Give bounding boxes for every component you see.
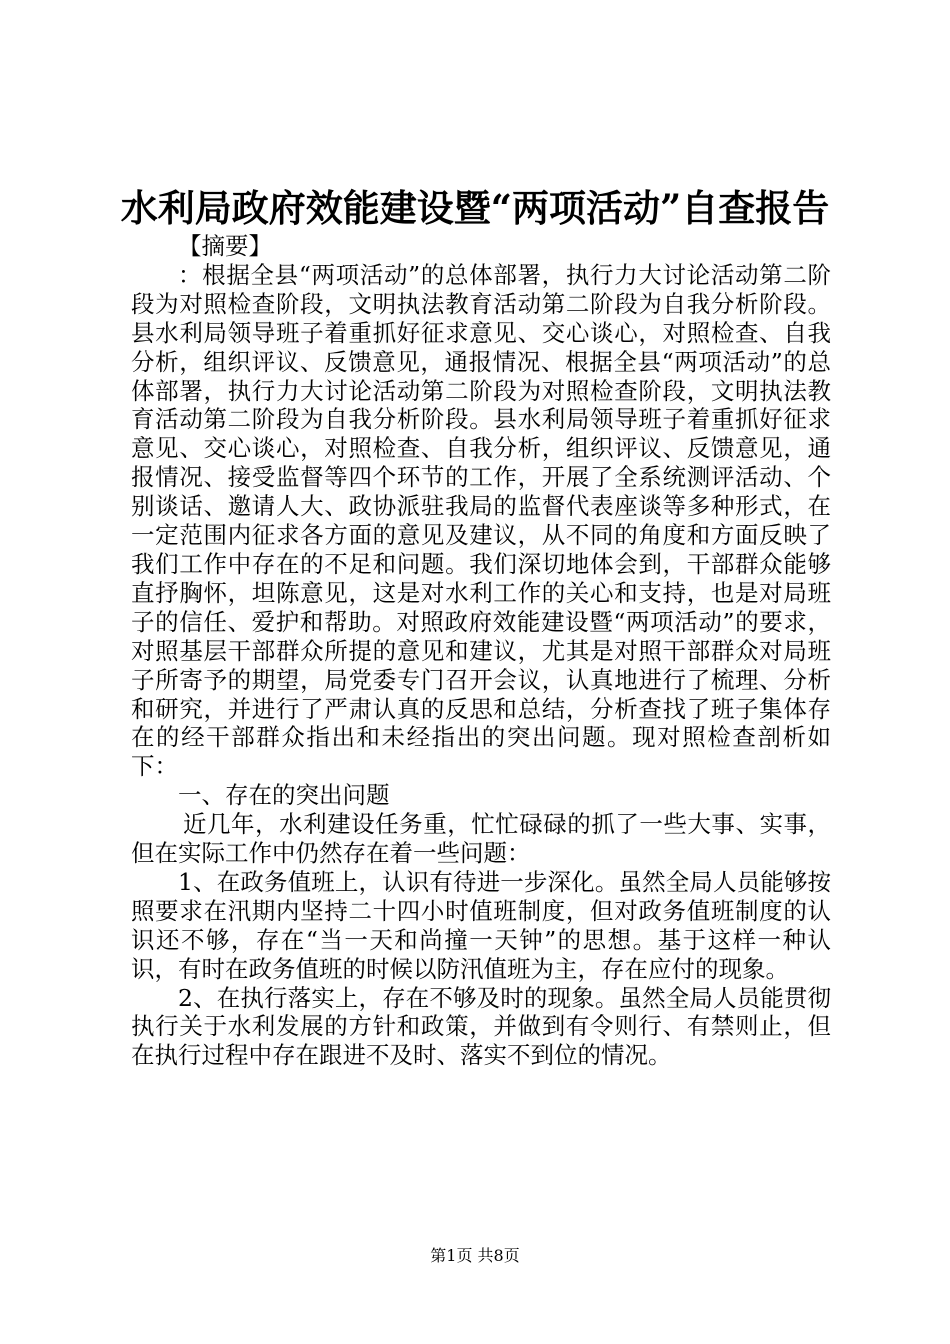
page-footer: 第1页 共8页 [430,1246,520,1265]
document-title: 水利局政府效能建设暨“两项活动”自查报告 [120,186,830,230]
abstract-paragraph: ：根据全县“两项活动”的总体部署，执行力大讨论活动第二阶段为对照检查阶段，文明执法教育活动第二阶段为自我分析阶段。县水利局领导班子着重抓好征求意见、交心谈心，对照检查、自我分析，组织评议、反馈意见，通报情况、根据全县“两项活动”的总体部署，执行力大讨论活动第二阶段为对照检查阶段，文明执法教育活动第二阶段为自我分析阶段。县水利局领导班子着重抓好征求意见、交心谈心，对照检查、自我分析，组织评议、反馈意见，通报情况、接受监督等四个环节的工作，开展了全系统测评活动、个别谈话、邀请人大、政协派驻我局的监督代表座谈等多种形式，在一定范围内征求各方面的意见及建议，从不同的角度和方面反映了我们工作中存在的不足和问题。我们深切地体会到，干部群众能够直抒胸怀，坦陈意见，这是对水利工作的关心和支持，也是对局班子的信任、爱护和帮助。对照政府效能建设暨“两项活动”的要求，对照基层干部群众所提的意见和建议，尤其是对照干部群众对局班子所寄予的期望，局党委专门召开会议，认真地进行了梳理、分析和研究，并进行了严肃认真的反思和总结，分析查找了班子集体存在的经干部群众指出和未经指出的突出问题。现对照检查剖析如下： [131,260,831,781]
issue-paragraph-2: 2、在执行落实上，存在不够及时的现象。虽然全局人员能贯彻执行关于水利发展的方针和政策，并做到有令则行、有禁则止，但在执行过程中存在跟进不及时、落实不到位的情况。 [131,983,831,1070]
issue-paragraph-1: 1、在政务值班上，认识有待进一步深化。虽然全局人员能够按照要求在汛期内坚持二十四小时值班制度，但对政务值班制度的认识还不够，存在“当一天和尚撞一天钟”的思想。基于这样一种认识，有时在政务值班的时候以防汛值班为主，存在应付的现象。 [131,867,831,983]
intro-paragraph: 近几年，水利建设任务重，忙忙碌碌的抓了一些大事、实事，但在实际工作中仍然存在着一些问题： [131,810,831,868]
section-heading: 一、存在的突出问题 [178,781,390,810]
abstract-label: 【摘要】 [178,232,272,260]
document-body [131,232,831,1070]
